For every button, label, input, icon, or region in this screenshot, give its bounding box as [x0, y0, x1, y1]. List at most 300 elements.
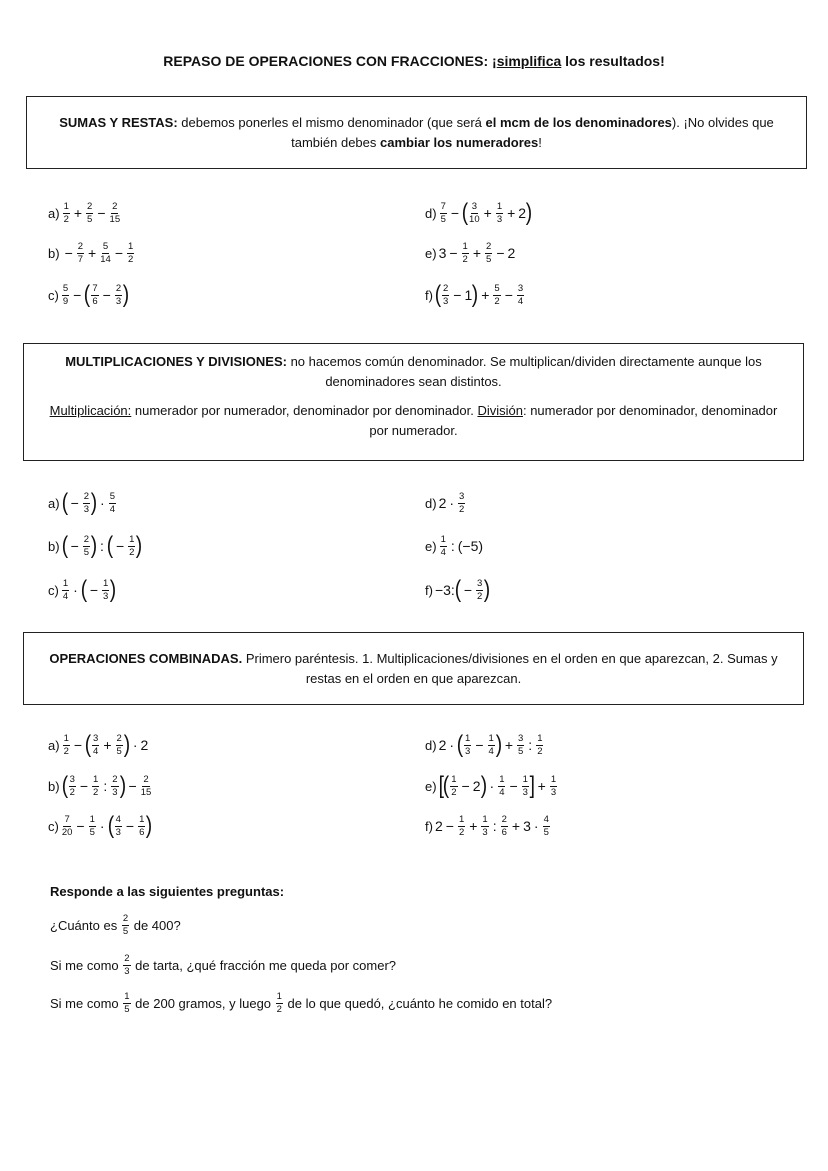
fraction — [69, 775, 76, 798]
denominator: 2 — [276, 1004, 282, 1015]
question — [50, 914, 181, 937]
numerator: 7 — [92, 282, 98, 294]
denominator: 4 — [488, 745, 494, 757]
exercise — [425, 771, 558, 801]
numerator: 4 — [115, 813, 121, 825]
fraction — [458, 815, 465, 838]
bracket: ( — [61, 489, 68, 516]
denominator: 5 — [124, 1004, 130, 1015]
math-expression — [425, 242, 515, 265]
numerator: 1 — [63, 732, 69, 744]
denominator: 4 — [109, 503, 116, 515]
denominator: 3 — [522, 786, 528, 798]
denominator: 2 — [69, 786, 75, 798]
fraction — [62, 815, 73, 838]
exercise-label: e) — [425, 538, 437, 554]
numerator: 1 — [129, 533, 135, 545]
math-expression — [425, 283, 525, 307]
term: 2 — [472, 778, 481, 794]
numerator: 1 — [63, 200, 69, 212]
denominator: 3 — [112, 786, 118, 798]
denominator: 3 — [83, 503, 90, 515]
exercise — [425, 730, 544, 760]
section-instructions — [23, 632, 804, 705]
underlined-text: División — [477, 403, 523, 418]
fraction — [442, 284, 449, 307]
operator: · — [99, 818, 105, 834]
term: 3 — [523, 818, 531, 834]
fraction — [464, 734, 471, 757]
bracket: ) — [90, 532, 98, 559]
operator: − — [70, 538, 79, 554]
fraction — [450, 775, 457, 798]
denominator: 2 — [458, 826, 465, 838]
fraction — [440, 202, 447, 225]
denominator: 2 — [537, 745, 543, 757]
fraction — [543, 815, 550, 838]
fraction — [100, 242, 111, 265]
operator: + — [511, 818, 521, 834]
exercise — [425, 488, 466, 518]
numerator: 3 — [69, 773, 75, 785]
operator: − — [70, 495, 79, 511]
numerator: 5 — [102, 240, 109, 252]
denominator: 5 — [518, 745, 524, 757]
numerator: 1 — [128, 240, 134, 252]
denominator: 3 — [550, 786, 557, 798]
operator: − — [64, 245, 73, 261]
numerator: 2 — [501, 813, 507, 825]
exercise — [48, 771, 152, 801]
exercise — [48, 730, 148, 760]
term: 3 — [438, 245, 447, 261]
text: ! — [538, 135, 542, 150]
operator: − — [453, 287, 462, 303]
exercise — [425, 575, 490, 605]
denominator: 3 — [465, 745, 471, 757]
fraction — [62, 284, 69, 307]
denominator: 2 — [129, 546, 135, 558]
numerator: 1 — [62, 577, 69, 589]
operator: − — [125, 818, 135, 834]
fraction — [550, 775, 557, 798]
question-text: de lo que quedó, ¿cuánto he comido en total? — [283, 996, 553, 1011]
numerator: 3 — [518, 732, 524, 744]
fraction — [276, 992, 283, 1015]
fraction — [517, 284, 524, 307]
bracket: ) — [119, 772, 126, 799]
exercise — [48, 280, 129, 310]
bracket: ( — [454, 576, 462, 603]
numerator: 2 — [122, 913, 129, 924]
operator: · — [73, 582, 78, 598]
term: 2 — [507, 245, 516, 261]
fraction — [115, 284, 122, 307]
bracket: ) — [123, 731, 131, 758]
numerator: 2 — [115, 282, 122, 294]
bracket: ) — [484, 576, 491, 603]
denominator: 5 — [87, 213, 93, 225]
bracket: ) — [122, 281, 130, 308]
numerator: 1 — [550, 773, 557, 785]
denominator: 3 — [115, 295, 122, 307]
fraction — [485, 242, 492, 265]
numerator: 3 — [93, 732, 99, 744]
bracket: ) — [146, 812, 153, 839]
numerator: 1 — [93, 773, 99, 785]
bracket: ( — [461, 199, 469, 226]
operator: − — [89, 582, 98, 598]
numerator: 3 — [517, 282, 524, 294]
denominator: 6 — [501, 826, 507, 838]
exercise-label: e) — [425, 245, 437, 261]
exercise — [48, 531, 142, 561]
section-instructions — [23, 343, 804, 461]
operator: − — [496, 245, 505, 261]
term: −3: — [434, 582, 455, 598]
operator: − — [128, 778, 137, 794]
operator: − — [102, 287, 111, 303]
operator: + — [481, 287, 490, 303]
exercise-label: b) — [48, 538, 60, 554]
operator: : — [103, 778, 108, 794]
exercise — [425, 238, 515, 268]
exercise-label: d) — [425, 737, 437, 753]
operator: + — [504, 737, 513, 753]
exercise-label: c) — [48, 287, 59, 303]
numerator: 1 — [522, 773, 528, 785]
numerator: 1 — [276, 991, 282, 1002]
denominator: 15 — [140, 786, 152, 798]
fraction — [123, 992, 130, 1015]
exercise — [48, 198, 121, 228]
exercise-label: e) — [425, 778, 437, 794]
text: : numerador por denominador, denominador por numerador. — [369, 403, 778, 438]
operator: + — [507, 205, 516, 221]
numerator: 2 — [143, 773, 149, 785]
denominator: 4 — [62, 590, 69, 602]
exercise-label: d) — [425, 495, 437, 511]
denominator: 3 — [103, 590, 109, 602]
operator: · — [489, 778, 495, 794]
exercise-label: b) — [48, 245, 60, 261]
operator: − — [73, 737, 83, 753]
denominator: 5 — [543, 826, 549, 838]
fraction — [127, 242, 134, 265]
exercise — [48, 575, 116, 605]
math-expression — [425, 492, 466, 515]
exercise — [425, 531, 483, 561]
denominator: 4 — [499, 786, 505, 798]
math-expression — [48, 491, 117, 515]
question-text: de 200 gramos, y luego — [131, 996, 275, 1011]
bracket: ) — [480, 772, 487, 799]
text: debemos ponerles el mismo denominador (que será — [177, 115, 486, 130]
numerator: 1 — [499, 773, 505, 785]
numerator: 2 — [87, 200, 93, 212]
math-expression — [425, 774, 558, 798]
term: 2 — [438, 737, 447, 753]
bold-text: cambiar los numeradores — [380, 135, 539, 150]
denominator: 10 — [469, 213, 480, 225]
math-expression — [425, 535, 483, 558]
denominator: 2 — [494, 295, 500, 307]
exercise-label: f) — [425, 818, 433, 834]
bracket: ( — [443, 772, 450, 799]
fraction — [89, 815, 96, 838]
denominator: 2 — [128, 253, 134, 265]
bracket: ( — [107, 812, 114, 839]
denominator: 2 — [477, 590, 483, 602]
operator: − — [79, 778, 89, 794]
text: Primero paréntesis. 1. Multiplicaciones/divisiones en el orden en que aparezcan, 2. Sumas y restas en el orden en que aparezcan. — [242, 651, 778, 686]
numerator: 3 — [459, 490, 465, 502]
numerator: 2 — [83, 533, 90, 545]
denominator: 15 — [109, 213, 121, 225]
denominator: 2 — [93, 786, 99, 798]
numerator: 1 — [496, 200, 503, 212]
denominator: 20 — [61, 826, 73, 838]
operator: − — [509, 778, 518, 794]
fraction — [123, 954, 130, 977]
operator: : — [528, 737, 533, 753]
fraction — [141, 775, 152, 798]
text: ). ¡No olvides que también debes — [291, 115, 774, 150]
operator: · — [533, 818, 539, 834]
operator: + — [469, 818, 478, 834]
fraction — [476, 579, 483, 602]
numerator: 1 — [124, 991, 130, 1002]
denominator: 2 — [459, 503, 465, 515]
exercise — [425, 811, 551, 841]
denominator: 7 — [77, 253, 84, 265]
fraction — [496, 202, 503, 225]
term: 1 — [464, 287, 473, 303]
denominator: 2 — [462, 253, 468, 265]
fraction — [128, 535, 135, 558]
denominator: 5 — [486, 253, 492, 265]
question-text: Si me como — [50, 958, 123, 973]
numerator: 1 — [103, 577, 109, 589]
numerator: 1 — [458, 813, 465, 825]
operator: + — [472, 245, 482, 261]
instruction-paragraph — [44, 401, 783, 441]
denominator: 9 — [62, 295, 69, 307]
operator: − — [97, 205, 106, 221]
numerator: 2 — [486, 240, 492, 252]
numerator: 2 — [124, 953, 130, 964]
operator: − — [450, 205, 460, 221]
math-expression — [48, 242, 135, 265]
fraction — [111, 775, 118, 798]
question — [50, 992, 552, 1015]
denominator: 3 — [482, 826, 488, 838]
numerator: 1 — [465, 732, 471, 744]
numerator: 1 — [537, 732, 543, 744]
numerator: 2 — [116, 732, 122, 744]
fraction — [458, 492, 465, 515]
fraction — [462, 242, 469, 265]
term: 2 — [434, 818, 443, 834]
bracket: ( — [61, 532, 68, 559]
exercise — [425, 198, 532, 228]
term: 2 — [140, 737, 149, 753]
operator: · — [100, 495, 105, 511]
math-expression — [425, 815, 551, 838]
math-expression — [48, 283, 129, 307]
operator: : — [450, 538, 455, 554]
bracket: ( — [456, 731, 464, 758]
denominator: 4 — [93, 745, 99, 757]
numerator: 3 — [477, 577, 483, 589]
denominator: 3 — [496, 213, 503, 225]
bracket: ( — [434, 281, 442, 308]
bracket: ) — [472, 281, 479, 308]
denominator: 3 — [442, 295, 449, 307]
math-expression — [48, 534, 142, 558]
fraction — [77, 242, 84, 265]
title-emphasis: simplifica — [496, 53, 562, 69]
operator: − — [449, 245, 458, 261]
numerator: 2 — [442, 282, 449, 294]
term: (−5) — [457, 538, 484, 554]
numerator: 5 — [62, 282, 69, 294]
math-expression — [48, 733, 148, 757]
fraction — [115, 815, 122, 838]
denominator: 2 — [63, 213, 69, 225]
exercise — [48, 238, 135, 268]
operator: + — [537, 778, 546, 794]
fraction — [92, 734, 99, 757]
exercise-label: a) — [48, 205, 60, 221]
bracket: ) — [136, 532, 143, 559]
denominator: 6 — [139, 826, 145, 838]
fraction — [488, 734, 495, 757]
numerator: 4 — [543, 813, 549, 825]
math-expression — [48, 578, 116, 602]
denominator: 5 — [89, 826, 95, 838]
denominator: 5 — [122, 926, 129, 937]
exercise-label: a) — [48, 495, 60, 511]
fraction — [62, 579, 69, 602]
operator: − — [445, 818, 454, 834]
denominator: 4 — [517, 295, 524, 307]
section-instructions — [26, 96, 807, 169]
exercise — [48, 811, 152, 841]
fraction — [536, 734, 543, 757]
denominator: 4 — [440, 546, 446, 558]
bracket: ( — [84, 731, 92, 758]
text: numerador por numerador, denominador por denominador. — [131, 403, 478, 418]
question-text: ¿Cuánto es — [50, 918, 121, 933]
fraction — [498, 775, 505, 798]
numerator: 1 — [488, 732, 494, 744]
fraction — [86, 202, 93, 225]
bracket: [ — [438, 772, 444, 799]
bracket: ) — [495, 731, 503, 758]
fraction — [83, 535, 90, 558]
fraction — [138, 815, 145, 838]
numerator: 2 — [83, 490, 90, 502]
bracket: ) — [525, 199, 533, 226]
bracket: ) — [90, 489, 98, 516]
numerator: 1 — [482, 813, 488, 825]
denominator: 5 — [440, 213, 446, 225]
numerator: 1 — [440, 533, 446, 545]
operator: + — [73, 205, 83, 221]
bracket: ( — [84, 281, 91, 308]
operator: − — [76, 818, 85, 834]
numerator: 3 — [471, 200, 477, 212]
math-expression — [425, 201, 532, 225]
fraction — [63, 202, 70, 225]
fraction — [116, 734, 123, 757]
operator: − — [463, 582, 472, 598]
numerator: 2 — [77, 240, 84, 252]
denominator: 3 — [124, 966, 130, 977]
bracket: ( — [80, 576, 88, 603]
term: 2 — [438, 495, 447, 511]
fraction — [501, 815, 508, 838]
fraction — [469, 202, 480, 225]
math-expression — [425, 733, 544, 757]
math-expression — [48, 814, 152, 838]
questions-heading: Responde a las siguientes preguntas: — [50, 884, 285, 899]
exercise — [425, 280, 525, 310]
bold-text: el mcm de los denominadores — [485, 115, 672, 130]
exercise-label: f) — [425, 287, 433, 303]
denominator: 5 — [116, 745, 122, 757]
exercise-label: b) — [48, 778, 60, 794]
exercise-label: c) — [48, 818, 59, 834]
question — [50, 954, 396, 977]
instruction-paragraph — [44, 352, 783, 392]
exercise-label: f) — [425, 582, 433, 598]
bracket: ) — [110, 576, 117, 603]
bold-text: SUMAS Y RESTAS: — [59, 115, 178, 130]
numerator: 5 — [109, 490, 116, 502]
underlined-text: Multiplicación: — [49, 403, 132, 418]
operator: · — [449, 737, 455, 753]
instruction-paragraph — [47, 113, 786, 153]
fraction — [110, 202, 121, 225]
operator: · — [449, 495, 455, 511]
bold-text: MULTIPLICACIONES Y DIVISIONES: — [65, 354, 287, 369]
question-text: de tarta, ¿qué fracción me queda por comer? — [131, 958, 397, 973]
fraction — [109, 492, 116, 515]
denominator: 3 — [115, 826, 121, 838]
operator: · — [132, 737, 138, 753]
denominator: 2 — [63, 745, 69, 757]
numerator: 7 — [64, 813, 70, 825]
numerator: 1 — [462, 240, 468, 252]
numerator: 1 — [89, 813, 95, 825]
exercise-label: c) — [48, 582, 59, 598]
numerator: 7 — [440, 200, 446, 212]
fraction — [83, 492, 90, 515]
fraction — [522, 775, 529, 798]
numerator: 2 — [112, 200, 118, 212]
fraction — [102, 579, 109, 602]
operator: + — [103, 737, 112, 753]
operator: − — [114, 245, 123, 261]
bracket: ( — [61, 772, 68, 799]
operator: + — [483, 205, 492, 221]
math-expression — [48, 774, 152, 798]
denominator: 5 — [83, 546, 90, 558]
fraction — [517, 734, 524, 757]
fraction — [91, 284, 98, 307]
